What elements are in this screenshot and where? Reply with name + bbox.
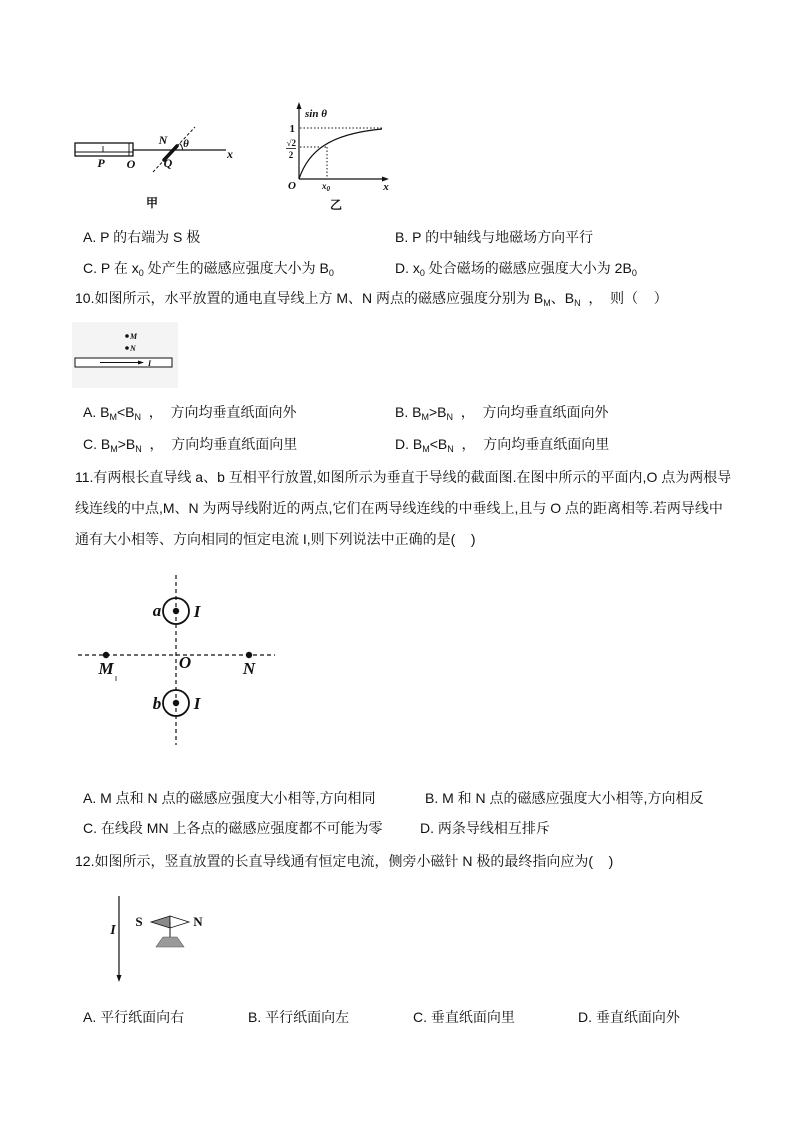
stem-text: 12.如图所示，竖直放置的长直导线通有恒定电流，侧旁小磁针 N 极的最终指向应为( ) bbox=[75, 853, 614, 869]
subscript: N bbox=[134, 412, 141, 422]
theta-arc bbox=[180, 143, 183, 150]
label-x: x bbox=[227, 147, 233, 161]
label-current-a: I bbox=[193, 602, 201, 621]
option-text: B. 平行纸面向左 bbox=[248, 1009, 350, 1025]
option-text: C. 在线段 MN 上各点的磁感应强度都不可能为零 bbox=[83, 820, 383, 836]
q11-option-b bbox=[425, 788, 703, 808]
option-text: B. P 的中轴线与地磁场方向平行 bbox=[395, 229, 594, 245]
tick-label-one: 1 bbox=[289, 123, 295, 135]
subscript: M bbox=[543, 298, 551, 308]
x0-subscript: 0 bbox=[326, 185, 330, 193]
figure-caption-yi: 乙 bbox=[329, 198, 343, 212]
q10-figure bbox=[72, 322, 178, 388]
q10-option-b bbox=[395, 402, 609, 422]
figure-jia bbox=[70, 100, 240, 212]
option-text: ， 方向均垂直纸面向里 bbox=[453, 436, 610, 452]
subscript: N bbox=[447, 444, 454, 454]
option-text: <B bbox=[429, 436, 448, 452]
label-m: M bbox=[98, 659, 114, 678]
label-current: I bbox=[110, 923, 116, 938]
option-text: D. x bbox=[395, 260, 420, 276]
option-text: A. 平行纸面向右 bbox=[83, 1009, 185, 1025]
option-text: C. P 在 x bbox=[83, 260, 139, 276]
option-text: B. B bbox=[395, 404, 422, 420]
q10-option-d bbox=[395, 434, 609, 454]
option-text: D. 垂直纸面向外 bbox=[578, 1009, 680, 1025]
stem-text: 11.有两根长直导线 a、b 互相平行放置,如图所示为垂直于导线的截面图.在图中所示的平面内,O 点为两根导 bbox=[75, 469, 732, 485]
stem-text: 10.如图所示，水平放置的通电直导线上方 M、N 两点的磁感应强度分别为 B bbox=[75, 290, 544, 306]
q11-option-c bbox=[83, 818, 382, 838]
q9-option-a bbox=[83, 227, 200, 247]
q11-figure bbox=[75, 570, 280, 750]
q12-option-a bbox=[83, 1007, 184, 1027]
current-arrowhead-down bbox=[117, 975, 122, 982]
point-m bbox=[125, 334, 129, 338]
figure-background bbox=[72, 322, 178, 388]
option-text: B. M 和 N 点的磁感应强度大小相等,方向相反 bbox=[425, 790, 704, 806]
option-text: ， 方向均垂直纸面向里 bbox=[141, 436, 298, 452]
option-text: ， 方向均垂直纸面向外 bbox=[452, 404, 609, 420]
subscript: M bbox=[421, 412, 429, 422]
point-m bbox=[103, 652, 109, 658]
figure-caption-jia: 甲 bbox=[145, 196, 159, 210]
label-p: P bbox=[97, 156, 105, 170]
x0-letter: x bbox=[322, 181, 327, 191]
subscript: N bbox=[574, 298, 581, 308]
q9-option-b bbox=[395, 227, 593, 247]
option-text: A. P 的右端为 S 极 bbox=[83, 229, 201, 245]
q10-option-a bbox=[83, 402, 297, 422]
subscript: N bbox=[446, 412, 453, 422]
tick-label-sqrt2: √2 bbox=[286, 138, 296, 148]
option-text: A. M 点和 N 点的磁感应强度大小相等,方向相同 bbox=[83, 790, 376, 806]
figure-yi bbox=[278, 98, 396, 214]
option-text: 处产生的磁感应强度大小为 B bbox=[143, 260, 329, 276]
q9-option-d bbox=[395, 258, 637, 278]
label-m: M bbox=[130, 332, 138, 341]
option-text: D. 两条导线相互排斥 bbox=[420, 820, 550, 836]
option-text: C. B bbox=[83, 436, 111, 452]
label-o: O bbox=[126, 157, 136, 171]
x-axis-label: x bbox=[383, 181, 389, 193]
option-text: >B bbox=[117, 436, 136, 452]
q11-stem-line-2 bbox=[75, 498, 723, 518]
stem-text: ， 则（ ） bbox=[580, 290, 668, 306]
option-text: <B bbox=[116, 404, 135, 420]
subscript: 0 bbox=[328, 268, 334, 278]
label-theta: θ bbox=[183, 138, 189, 150]
subscript: N bbox=[135, 444, 142, 454]
label-n: N bbox=[130, 344, 136, 353]
tick-label-x0 bbox=[321, 181, 331, 193]
stem-text: 线连线的中点,M、N 为两导线附近的两点,它们在两导线连线的中垂线上,且与 O 点的距离相等.若两导线中 bbox=[75, 500, 723, 516]
label-a: a bbox=[152, 601, 162, 620]
sin-theta-curve bbox=[299, 129, 382, 179]
q12-stem bbox=[75, 851, 613, 871]
label-b: b bbox=[152, 694, 162, 713]
needle-south-half bbox=[151, 916, 170, 928]
q11-stem-line-1 bbox=[75, 467, 731, 487]
wire-b-current-dot bbox=[173, 700, 179, 706]
needle-north-half bbox=[170, 916, 189, 928]
label-n: N bbox=[242, 659, 256, 678]
label-q: Q bbox=[163, 156, 173, 170]
option-text: A. B bbox=[83, 404, 110, 420]
q11-option-a bbox=[83, 788, 375, 808]
bar-magnet bbox=[75, 143, 133, 156]
needle-stand bbox=[156, 937, 184, 947]
option-text: ， 方向均垂直纸面向外 bbox=[140, 404, 297, 420]
option-text: >B bbox=[428, 404, 447, 420]
option-text: 处合磁场的磁感应强度大小为 2B bbox=[424, 260, 632, 276]
label-o: O bbox=[178, 653, 192, 672]
point-n bbox=[125, 346, 129, 350]
stem-text: 通有大小相等、方向相同的恒定电流 I,则下列说法中正确的是( ) bbox=[75, 531, 476, 547]
q10-option-c bbox=[83, 434, 297, 454]
label-s-pole: S bbox=[135, 914, 143, 929]
q11-option-d bbox=[420, 818, 550, 838]
q10-stem bbox=[75, 288, 668, 308]
label-n-pole: N bbox=[193, 914, 203, 929]
wire-a-current-dot bbox=[173, 608, 179, 614]
q11-stem-line-3 bbox=[75, 529, 476, 549]
subscript: M bbox=[110, 444, 118, 454]
label-n: N bbox=[158, 133, 168, 147]
subscript: 0 bbox=[138, 268, 144, 278]
q12-option-b bbox=[248, 1007, 349, 1027]
q12-option-c bbox=[413, 1007, 515, 1027]
subscript: M bbox=[422, 444, 430, 454]
point-n bbox=[246, 652, 252, 658]
subscript: 0 bbox=[419, 268, 425, 278]
option-text: D. B bbox=[395, 436, 423, 452]
stem-text: 、B bbox=[550, 290, 575, 306]
label-current: I bbox=[148, 359, 152, 368]
subscript: M bbox=[109, 412, 117, 422]
label-current-b: I bbox=[193, 694, 201, 713]
y-axis-label: sin θ bbox=[305, 108, 327, 120]
subscript: 0 bbox=[631, 268, 637, 278]
option-text: C. 垂直纸面向里 bbox=[413, 1009, 515, 1025]
q12-option-d bbox=[578, 1007, 680, 1027]
q9-option-c bbox=[83, 258, 334, 278]
y-axis-arrowhead bbox=[297, 102, 302, 109]
q12-figure bbox=[105, 890, 210, 985]
tick-label-two: 2 bbox=[288, 150, 294, 160]
origin-label: O bbox=[288, 180, 296, 192]
